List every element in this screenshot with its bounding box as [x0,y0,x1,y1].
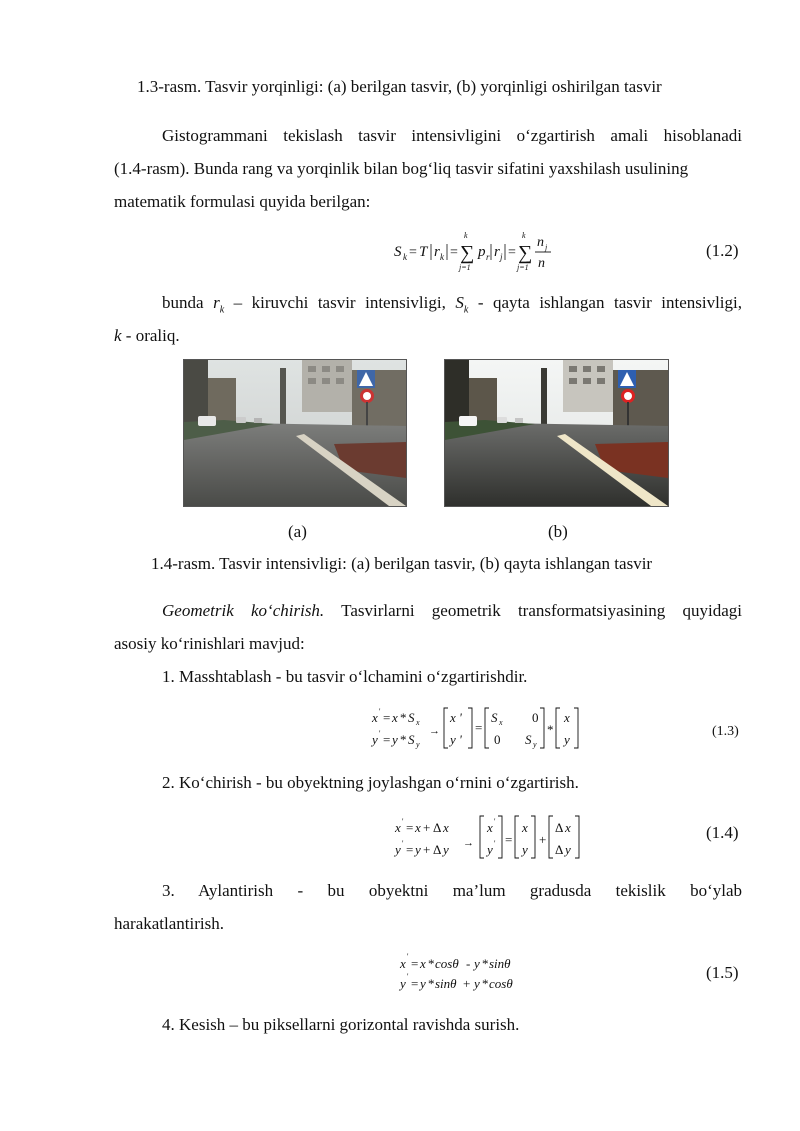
svg-text:=: = [406,842,414,857]
svg-text:x: x [392,710,398,725]
equation-1-5 [400,950,560,994]
list-item-shear: 4. Kesish – bu piksellarni gorizontal ravishda surish. [162,1015,520,1034]
svg-text:*: * [400,710,407,725]
list-item-rotation-line-1: 3. Aylantirish - bu obyektni ma’lum gradusda tekislik bo‘ylab [162,881,742,900]
svg-text:x: x [499,718,503,727]
svg-text:x: x [415,820,421,835]
svg-text:Δ: Δ [433,842,442,857]
svg-text:∑: ∑ [518,242,533,264]
svg-text:j: j [545,243,548,252]
svg-text:y: y [522,842,528,857]
svg-text:k: k [464,231,468,240]
svg-text:y: y [395,842,401,857]
figure-label-b: (b) [548,522,568,541]
svg-text:*: * [428,956,435,971]
svg-text:*: * [400,732,407,747]
svg-text:y: y [474,976,480,991]
svg-text:*: * [547,722,554,737]
svg-text:cosθ: cosθ [435,956,459,971]
svg-text:x: x [395,820,401,835]
svg-text:x: x [487,820,493,835]
equation-1-4-number: (1.4) [706,823,739,842]
svg-text:x: x [420,956,426,971]
symbol-k: k [114,326,122,345]
svg-text:-: - [466,956,471,971]
paragraph-geometric-line-2: asosiy ko‘rinishlari mavjud: [114,634,305,653]
svg-text:': ' [379,729,381,738]
svg-text:→: → [429,725,440,737]
svg-text:Δ: Δ [555,820,564,835]
svg-text:j=1: j=1 [517,263,529,272]
svg-text:y: y [400,976,406,991]
bunda-text: bunda [162,293,214,312]
symbol-s: $S_k$ [455,293,469,316]
svg-text:+: + [423,842,431,857]
equation-1-3-number: (1.3) [712,724,739,739]
svg-text:=: = [508,245,516,260]
equation-1-2-number: (1.2) [706,241,739,260]
bunda-text-3: - qayta ishlangan tasvir intensivligi, [468,293,743,312]
paragraph-bunda-line-1 [114,292,742,321]
svg-text:k: k [440,252,444,262]
svg-text:cosθ: cosθ [489,976,513,991]
svg-text:y: y [443,842,449,857]
equation-1-3 [372,702,592,752]
list-item-translation: 2. Ko‘chirish - bu obyektning joylashgan o‘rnini o‘zgartirish. [162,773,579,792]
svg-text:T: T [419,244,428,260]
svg-text:S: S [408,732,415,747]
figure-1-3-caption: 1.3-rasm. Tasvir yorqinligi: (a) berilgan tasvir, (b) yorqinligi oshirilgan tasvir [137,77,662,96]
svg-text:x: x [522,820,528,835]
figure-image-b [444,359,669,507]
oraliq-text: - oraliq. [121,326,180,345]
svg-text:x ': x ' [450,710,462,725]
svg-text:y: y [565,842,571,857]
svg-text:=: = [411,976,419,991]
svg-text:r: r [434,244,440,260]
svg-text:': ' [407,952,409,961]
svg-text:x: x [400,956,406,971]
svg-text:k: k [522,231,526,240]
equation-1-4 [395,812,595,862]
list-item-rotation-line-2: harakatlantirish. [114,914,224,933]
svg-text:sinθ: sinθ [489,956,511,971]
svg-text:*: * [428,976,435,991]
svg-text:y: y [474,956,480,971]
svg-text:': ' [379,707,381,716]
svg-text:x: x [565,820,571,835]
svg-text:Δ: Δ [433,820,442,835]
svg-text:0: 0 [532,710,539,725]
svg-text:∑: ∑ [460,242,475,264]
svg-text:=: = [475,720,483,735]
symbol-s-base: S [455,293,464,312]
paragraph-geometric-line-1 [114,600,742,622]
symbol-r: $r_k$ [213,293,225,316]
svg-text:y: y [533,740,537,749]
svg-text:=: = [383,732,391,747]
svg-text:*: * [482,976,489,991]
svg-text:k: k [403,252,407,262]
list-item-scaling: 1. Masshtablash - bu tasvir o‘lchamini o‘zgartirishdir. [162,667,528,686]
svg-text:+: + [539,832,547,847]
svg-text:': ' [494,839,496,848]
svg-text:p: p [478,244,486,260]
svg-text:y: y [372,732,378,747]
figure-image-a [183,359,407,507]
svg-text:sinθ: sinθ [435,976,457,991]
svg-text:': ' [402,817,404,826]
svg-text:x: x [443,820,449,835]
geometric-text: Tasvirlarni geometrik transformatsiyasining quyidagi [341,601,742,620]
equation-1-5-number: (1.5) [706,963,739,982]
svg-text:x: x [372,710,378,725]
svg-text:=: = [411,956,419,971]
svg-text:y: y [420,976,426,991]
paragraph-histogram-line-2: (1.4-rasm). Bunda rang va yorqinlik bilan bog‘liq tasvir sifatini yaxshilash usulining [114,159,689,178]
figure-1-4-caption: 1.4-rasm. Tasvir intensivligi: (a) berilgan tasvir, (b) qayta ishlangan tasvir [151,554,653,573]
svg-text:→: → [463,837,474,849]
svg-text:j=1: j=1 [459,263,471,272]
svg-text:=: = [383,710,391,725]
paragraph-histogram-line-3: matematik formulasi quyida berilgan: [114,192,371,211]
svg-text:S: S [525,732,532,747]
svg-text:r: r [486,252,490,262]
svg-text:=: = [406,820,414,835]
bunda-text-2: – kiruvchi tasvir intensivligi, [224,293,456,312]
svg-text:S: S [408,710,415,725]
svg-text:': ' [402,839,404,848]
paragraph-bunda-line-2 [114,325,180,347]
svg-text:=: = [505,832,513,847]
svg-text:*: * [482,956,489,971]
paragraph-histogram-line-1: Gistogrammani tekislash tasvir intensivligini o‘zgartirish amali hisoblanadi [162,126,742,145]
svg-text:n: n [537,235,544,250]
svg-text:S: S [491,710,498,725]
svg-text:n: n [538,256,545,271]
svg-text:+: + [463,976,471,991]
svg-text:': ' [494,817,496,826]
svg-text:=: = [450,245,458,260]
svg-text:=: = [409,245,417,260]
svg-text:y: y [416,740,420,749]
svg-text:j: j [500,252,503,262]
svg-text:x: x [416,718,420,727]
svg-text:y: y [564,732,570,747]
svg-text:S: S [394,244,402,260]
geometric-title: Geometrik ko‘chirish. [162,601,325,620]
svg-text:y: y [392,732,398,747]
svg-text:r: r [494,244,500,260]
svg-text:+: + [423,820,431,835]
svg-text:': ' [407,972,409,981]
equation-1-2 [394,228,594,276]
svg-text:Δ: Δ [555,842,564,857]
symbol-r-base: r [213,293,220,312]
svg-text:x: x [564,710,570,725]
svg-text:y ': y ' [450,732,462,747]
svg-text:y: y [415,842,421,857]
figure-label-a: (a) [288,522,307,541]
svg-text:y: y [487,842,493,857]
svg-text:0: 0 [494,732,501,747]
